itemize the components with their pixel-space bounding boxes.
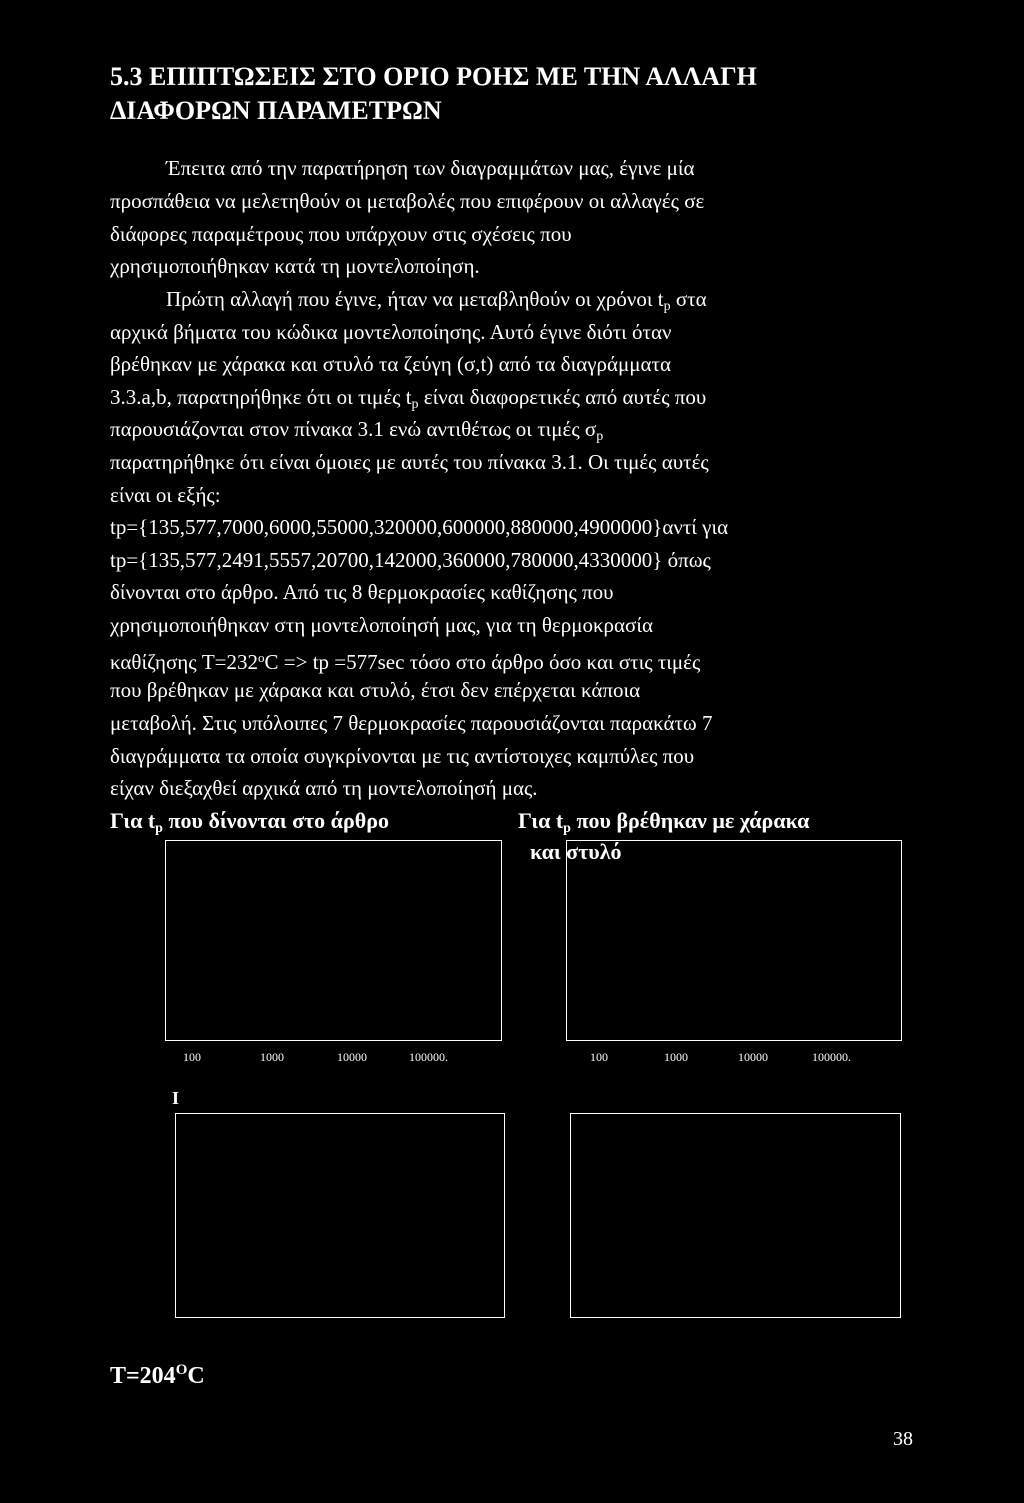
body-line-16-text-b: C => tp =577sec τόσο στο άρθρο όσο και στις τιμές [264, 650, 701, 674]
right-caption-text-b: που βρέθηκαν με χάρακα [570, 808, 810, 833]
body-line-17: που βρέθηκαν με χάρακα και στυλό, έτσι δεν επέρχεται κάποια [110, 678, 641, 702]
right-plot-tick-2: 1000 [664, 1050, 688, 1064]
body-line-15: χρησιμοποιήθηκαν στη μοντελοποίησή μας, για τη θερμοκρασία [110, 613, 653, 637]
body-line-10: παρατηρήθηκε ότι είναι όμοιες με αυτές του πίνακα 3.1. Οι τιμές αυτές [110, 450, 709, 474]
temperature-prefix: T=204 [110, 1363, 176, 1389]
body-line-19: διαγράμματα τα οποία συγκρίνονται με τις αντίστοιχες καμπύλες που [110, 744, 695, 768]
body-line-2: προσπάθεια να μελετηθούν οι μεταβολές που επιφέρουν οι αλλαγές σε [110, 189, 705, 213]
left-caption-text-a: Για t [110, 808, 156, 833]
body-line-20: είχαν διεξαχθεί αρχικά από τη μοντελοποίησή μας. [110, 776, 538, 800]
body-line-3: διάφορες παραμέτρους που υπάρχουν στις σχέσεις που [110, 222, 572, 246]
body-line-8-subscript: p [411, 397, 419, 412]
body-line-16-text-a: καθίζησης T=232 [110, 650, 259, 674]
left-caption-text-b: που δίνονται στο άρθρο [162, 808, 389, 833]
body-line-14: δίνονται στο άρθρο. Από τις 8 θερμοκρασίες καθίζησης που [110, 580, 614, 604]
left-plot-tick-2: 1000 [260, 1050, 284, 1064]
page-number: 38 [893, 1428, 913, 1450]
left-plot-tick-4: 100000. [409, 1050, 448, 1064]
temperature-label [110, 1362, 205, 1390]
temperature-suffix: C [187, 1363, 205, 1389]
section-heading-line-2: ΔΙΑΦΟΡΩΝ ΠΑΡΑΜΕΤΡΩΝ [110, 96, 442, 125]
body-line-8-text-b: είναι διαφορετικές από αυτές που [418, 385, 707, 409]
left-plot-tick-3: 10000 [337, 1050, 367, 1064]
body-line-6: αρχικά βήματα του κώδικα μοντελοποίησης. Αυτό έγινε διότι όταν [110, 320, 672, 344]
body-line-18: μεταβολή. Στις υπόλοιπες 7 θερμοκρασίες παρουσιάζονται παρακάτω 7 [110, 711, 713, 735]
body-line-11: είναι οι εξής: [110, 483, 221, 507]
left-plot-tick-1: 100 [183, 1050, 201, 1064]
body-line-5-subscript: p [663, 299, 671, 314]
right-plot-frame-2 [570, 1113, 901, 1318]
stray-mark: I [172, 1088, 180, 1108]
section-heading-line-1: 5.3 ΕΠΙΠΤΩΣΕΙΣ ΣΤΟ ΟΡΙΟ ΡΟΗΣ ΜΕ ΤΗΝ ΑΛΛΑΓΗ [110, 62, 757, 91]
left-plot-frame-2 [175, 1113, 505, 1318]
body-line-16 [110, 644, 700, 676]
temperature-superscript: O [175, 1362, 188, 1378]
right-plot-frame [566, 840, 902, 1041]
body-line-16-superscript: o [258, 650, 265, 665]
section-heading [110, 60, 910, 128]
body-line-7: βρέθηκαν με χάρακα και στυλό τα ζεύγη (σ,t) από τα διαγράμματα [110, 352, 671, 376]
body-line-4: χρησιμοποιήθηκαν κατά τη μοντελοποίηση. [110, 254, 480, 278]
body-line-12: tp={135,577,7000,6000,55000,320000,600000,880000,4900000}αντί για [110, 515, 729, 539]
left-plot-caption [110, 807, 389, 843]
left-caption-subscript: p [155, 821, 163, 836]
body-line-5-text-a: Πρώτη αλλαγή που έγινε, ήταν να μεταβληθούν οι χρόνοι t [166, 287, 664, 311]
right-caption-subscript: p [563, 821, 571, 836]
right-caption-text-a: Για t [518, 808, 564, 833]
body-line-8-text-a: 3.3.a,b, παρατηρήθηκε ότι οι τιμές t [110, 385, 412, 409]
right-plot-tick-4: 100000. [812, 1050, 851, 1064]
body-line-9 [110, 415, 603, 451]
right-plot-tick-3: 10000 [738, 1050, 768, 1064]
left-plot-frame [165, 840, 502, 1041]
body-line-1: Έπειτα από την παρατήρηση των διαγραμμάτων μας, έγινε μία [166, 156, 695, 180]
right-plot-tick-1: 100 [590, 1050, 608, 1064]
body-line-5-text-b: στα [670, 287, 707, 311]
body-line-5 [166, 285, 707, 321]
body-line-9-subscript: p [596, 429, 604, 444]
body-line-13: tp={135,577,2491,5557,20700,142000,360000,780000,4330000} όπως [110, 548, 711, 572]
right-plot-caption-line-2: και στυλό [530, 839, 622, 864]
body-line-9-text-a: παρουσιάζονται στον πίνακα 3.1 ενώ αντιθέτως οι τιμές σ [110, 417, 597, 441]
body-line-8 [110, 383, 706, 419]
